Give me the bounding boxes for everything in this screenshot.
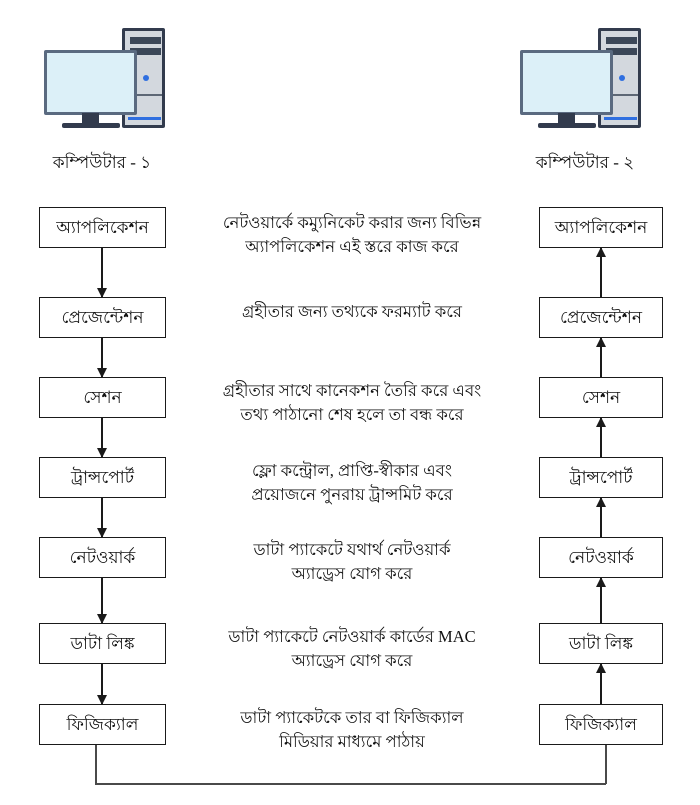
right-layer-box-presentation[interactable]: প্রেজেন্টেশন <box>539 297 663 338</box>
monitor-stand-base <box>62 123 120 128</box>
description-network <box>182 538 522 586</box>
power-indicator-dot-icon <box>619 75 625 81</box>
right-layer-box-session[interactable]: সেশন <box>539 377 663 418</box>
description-physical <box>182 706 522 754</box>
physical-link-horizontal <box>95 783 606 785</box>
description-network-line-2: অ্যাড্রেস যোগ করে <box>291 563 413 583</box>
tower-accent-stripe <box>128 117 161 120</box>
left-layer-box-data-link[interactable]: ডাটা লিঙ্ক <box>39 623 166 664</box>
left-arrow-data-link-to-physical <box>101 664 103 704</box>
left-arrow-session-to-transport <box>101 418 103 457</box>
right-arrow-presentation-to-application <box>600 248 602 297</box>
description-transport-line-2: প্রয়োজনে পুনরায় ট্রান্সমিট করে <box>251 484 453 504</box>
description-application <box>182 211 522 259</box>
right-arrow-physical-to-data-link <box>600 664 602 704</box>
right-computer-icon <box>520 28 650 133</box>
tower-drive-slot-icon <box>130 37 161 44</box>
left-layer-box-transport[interactable]: ট্রান্সপোর্ট <box>39 457 166 498</box>
left-arrow-network-to-data-link <box>101 578 103 623</box>
description-application-line-1: নেটওয়ার্কে কম্যুনিকেট করার জন্য বিভিন্ন <box>222 213 482 232</box>
left-computer-icon <box>44 28 174 133</box>
description-presentation-line-1: গ্রহীতার জন্য তথ্যকে ফরম্যাট করে <box>241 302 462 321</box>
tower-drive-slot-icon <box>606 37 637 44</box>
description-session <box>182 379 522 427</box>
description-presentation <box>182 300 522 324</box>
monitor-stand-base <box>538 123 596 128</box>
left-arrow-presentation-to-session <box>101 338 103 377</box>
left-computer-label: কম্পিউটার - ১ <box>52 153 152 172</box>
right-arrow-transport-to-session <box>600 418 602 457</box>
physical-link-left-vertical <box>95 745 97 784</box>
description-transport-line-1: ফ্লো কন্ট্রোল, প্রাপ্তি-স্বীকার এবং <box>252 461 452 480</box>
description-application-line-2: অ্যাপলিকেশন এই স্তরে কাজ করে <box>245 236 459 256</box>
description-data-link-line-1: ডাটা প্যাকেটে নেটওয়ার্ক কার্ডের MAC <box>228 627 476 646</box>
left-arrow-transport-to-network <box>101 498 103 537</box>
left-layer-box-network[interactable]: নেটওয়ার্ক <box>39 537 166 578</box>
left-layer-box-session[interactable]: সেশন <box>39 377 166 418</box>
right-arrow-session-to-presentation <box>600 338 602 377</box>
power-indicator-dot-icon <box>143 75 149 81</box>
monitor-icon <box>520 50 613 115</box>
left-layer-box-presentation[interactable]: প্রেজেন্টেশন <box>39 297 166 338</box>
left-layer-box-application[interactable]: অ্যাপলিকেশন <box>39 207 166 248</box>
right-arrow-data-link-to-network <box>600 578 602 623</box>
monitor-icon <box>44 50 137 115</box>
description-physical-line-2: মিডিয়ার মাধ্যমে পাঠায় <box>279 731 425 751</box>
right-layer-box-network[interactable]: নেটওয়ার্ক <box>539 537 663 578</box>
description-data-link-line-2: অ্যাড্রেস যোগ করে <box>291 650 413 670</box>
description-session-line-2: তথ্য পাঠানো শেষ হলে তা বন্ধ করে <box>240 404 464 424</box>
right-arrow-network-to-transport <box>600 498 602 537</box>
description-network-line-1: ডাটা প্যাকেটে যথার্থ নেটওয়ার্ক <box>253 540 451 559</box>
right-layer-box-data-link[interactable]: ডাটা লিঙ্ক <box>539 623 663 664</box>
right-layer-box-application[interactable]: অ্যাপলিকেশন <box>539 207 663 248</box>
right-layer-box-transport[interactable]: ট্রান্সপোর্ট <box>539 457 663 498</box>
right-computer-label: কম্পিউটার - ২ <box>535 153 635 172</box>
right-layer-box-physical[interactable]: ফিজিক্যাল <box>539 704 663 745</box>
left-layer-box-physical[interactable]: ফিজিক্যাল <box>39 704 166 745</box>
left-arrow-application-to-presentation <box>101 248 103 297</box>
description-transport <box>182 459 522 507</box>
description-physical-line-1: ডাটা প্যাকেটকে তার বা ফিজিক্যাল <box>240 708 464 727</box>
description-session-line-1: গ্রহীতার সাথে কানেকশন তৈরি করে এবং <box>222 381 482 400</box>
description-data-link <box>182 625 522 673</box>
tower-accent-stripe <box>604 117 637 120</box>
physical-link-right-vertical <box>605 745 607 784</box>
